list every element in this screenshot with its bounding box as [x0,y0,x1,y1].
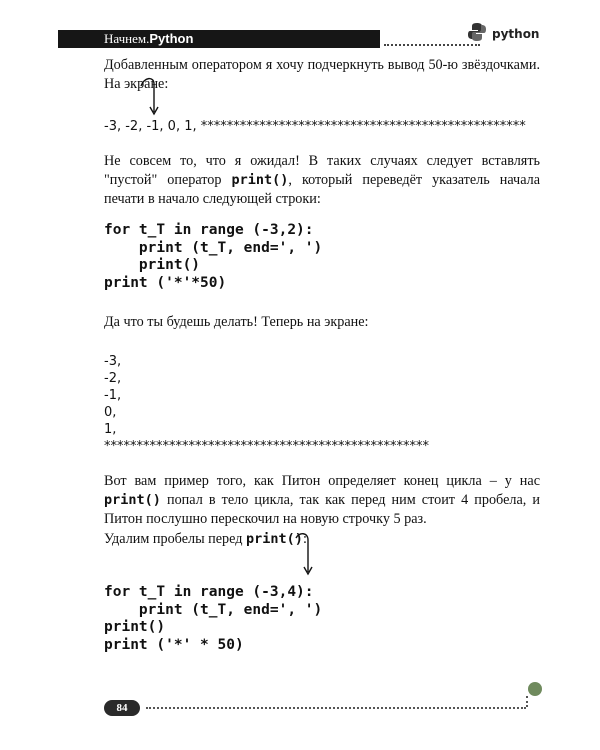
code-2-line: print (t_T, end=', ') [104,601,323,618]
code-2-line: for t_T in range (-3,4): [104,584,314,600]
paragraph-5-text-b: : [302,531,307,547]
inline-code-print: print() [231,172,289,188]
running-header-main: Python [149,31,194,46]
python-logo-icon [467,22,487,42]
paragraph-5-text-a: Удалим пробелы перед [104,531,247,547]
footer-dotted-rule [146,707,526,709]
paragraph-4 [104,472,540,529]
paragraph-4-text-b: попал в тело цикла, так как перед ним стоит 4 пробела, и Питон послушно перескочил на новую строчку 5 раз. [104,492,540,527]
paragraph-2-text-b: , который переведёт указатель начала печати в начало следующей строки: [104,172,540,207]
running-header-prefix: Начнем. [104,31,150,46]
code-block-2 [104,584,322,654]
output-2-line: -1, [104,388,122,403]
code-1-line: print (t_T, end=', ') [104,239,323,256]
curved-arrow-icon [292,530,322,578]
running-header [104,31,193,47]
code-2-line: print() [104,619,166,635]
footer-dotted-rule-tail [526,696,530,707]
footer-ball-icon [528,682,542,696]
code-2-line: print ('*' * 50) [104,636,244,653]
curved-arrow-icon [138,74,168,118]
paragraph-1: Добавленным оператором я хочу подчеркнуть вывод 50-ю звёздочками. На экране: [104,57,540,92]
output-2-line: 1, [104,422,117,437]
paragraph-2 [104,152,540,209]
console-output-1: -3, -2, -1, 0, 1, ************************************************** [104,119,526,134]
paragraph-4-text-a: Вот вам пример того, как Питон определяет конец цикла – у нас [104,473,540,489]
output-2-line: 0, [104,405,117,420]
inline-code-print: print() [246,531,303,547]
code-1-line: print ('*'*50) [104,274,227,291]
code-1-line: for t_T in range (-3,2): [104,222,314,238]
page-number-badge: 84 [104,700,140,716]
header-dotted-rule [384,44,480,46]
python-logo-text: python [492,27,540,41]
output-2-line: -2, [104,371,122,386]
output-2-line: ************************************************** [104,439,429,454]
paragraph-5 [104,530,540,549]
inline-code-print: print() [104,492,161,508]
paragraph-3: Да что ты будешь делать! Теперь на экране: [104,314,369,330]
code-block-1 [104,222,322,292]
console-output-2 [104,353,429,455]
code-1-line: print() [104,257,201,273]
output-2-line: -3, [104,354,122,369]
paragraph-2-text-a: Не совсем то, что я ожидал! В таких случаях следует вставлять "пустой" оператор [104,153,540,188]
